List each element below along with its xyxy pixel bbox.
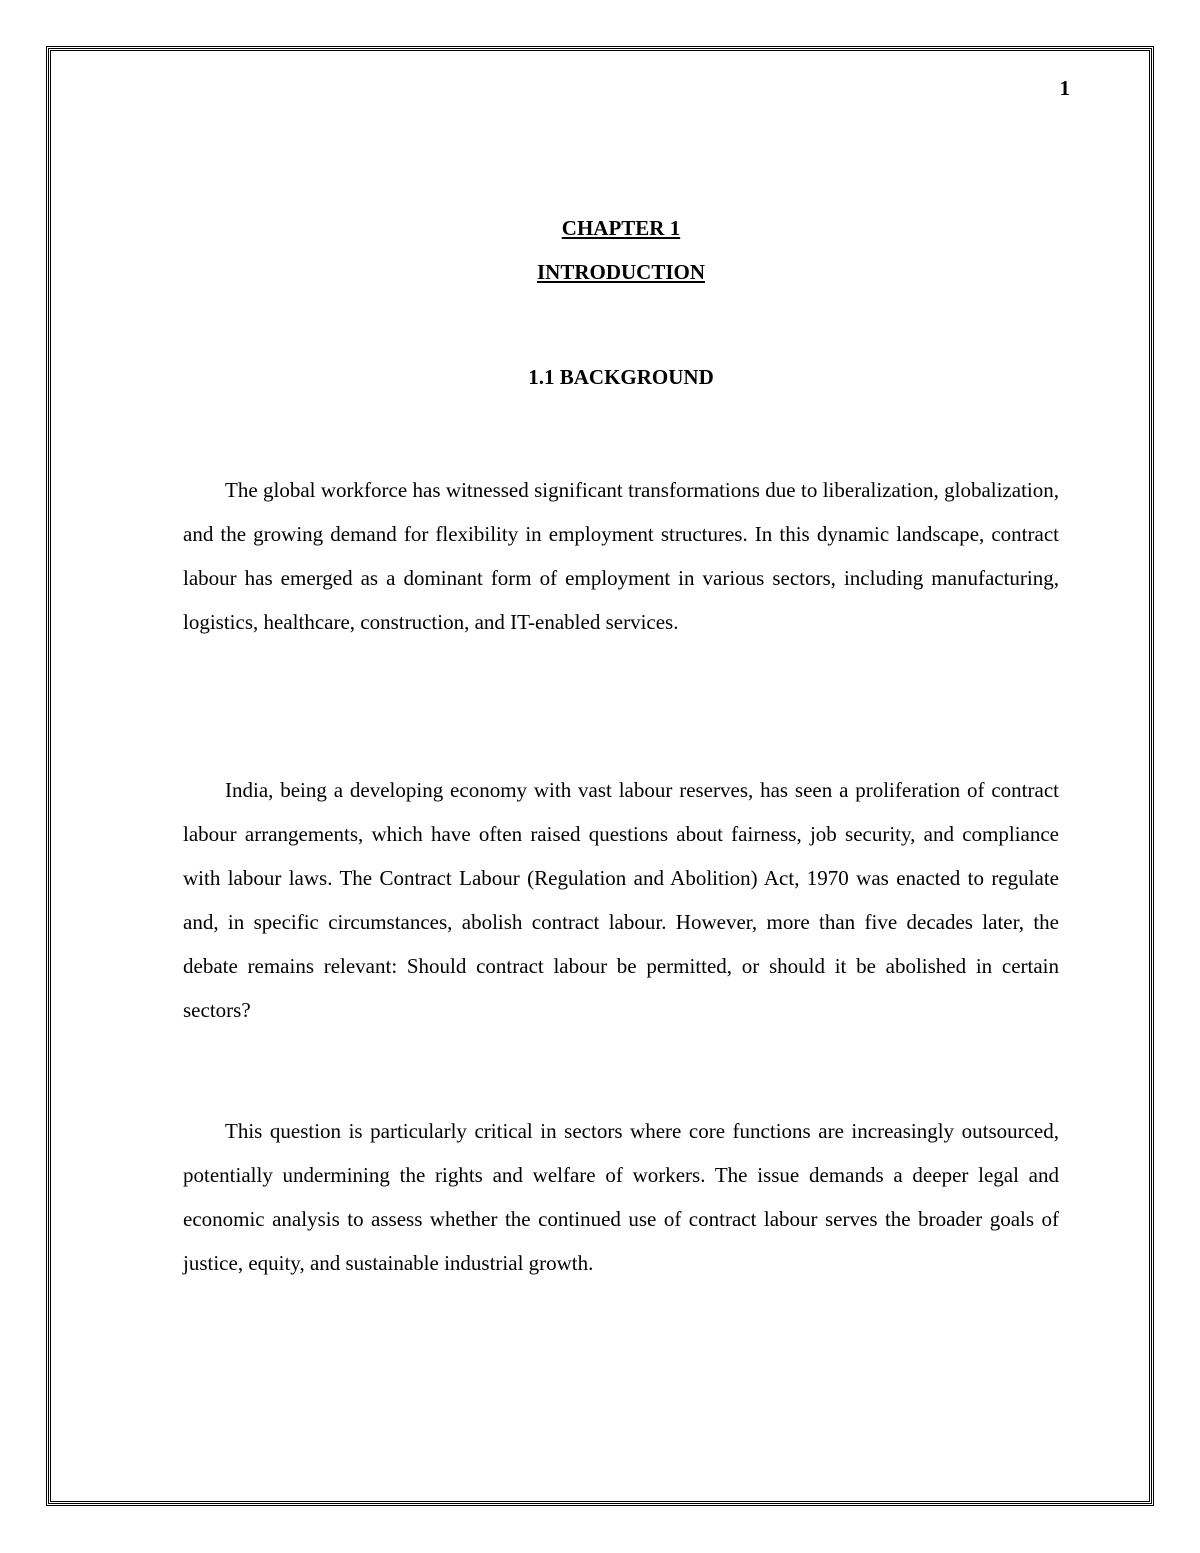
chapter-label: CHAPTER 1: [561, 216, 681, 240]
page-number: 1: [1059, 76, 1070, 100]
body-paragraph-1: The global workforce has witnessed significant transformations due to liberalization, globalization, and the growing demand for flexibility in employment structures. In this dynamic landscape, contract labour has emerged as a dominant form of employment in various sectors, including manufacturing, logistics, healthcare, construction, and IT-enabled services.: [183, 478, 1059, 634]
body-paragraph-3: This question is particularly critical in sectors where core functions are increasingly outsourced, potentially undermining the rights and welfare of workers. The issue demands a deeper legal and economic analysis to assess whether the continued use of contract labour serves the broader goals of justice, equity, and sustainable industrial growth.: [183, 1119, 1059, 1275]
section-heading: 1.1 BACKGROUND: [528, 365, 714, 389]
chapter-title: INTRODUCTION: [536, 260, 706, 284]
body-paragraph-2: India, being a developing economy with vast labour reserves, has seen a proliferation of contract labour arrangements, which have often raised questions about fairness, job security, and compliance with labour laws. The Contract Labour (Regulation and Abolition) Act, 1970 was enacted to regulate and, in specific circumstances, abolish contract labour. However, more than five decades later, the debate remains relevant: Should contract labour be permitted, or should it be abolished in certain sectors?: [183, 778, 1059, 1022]
